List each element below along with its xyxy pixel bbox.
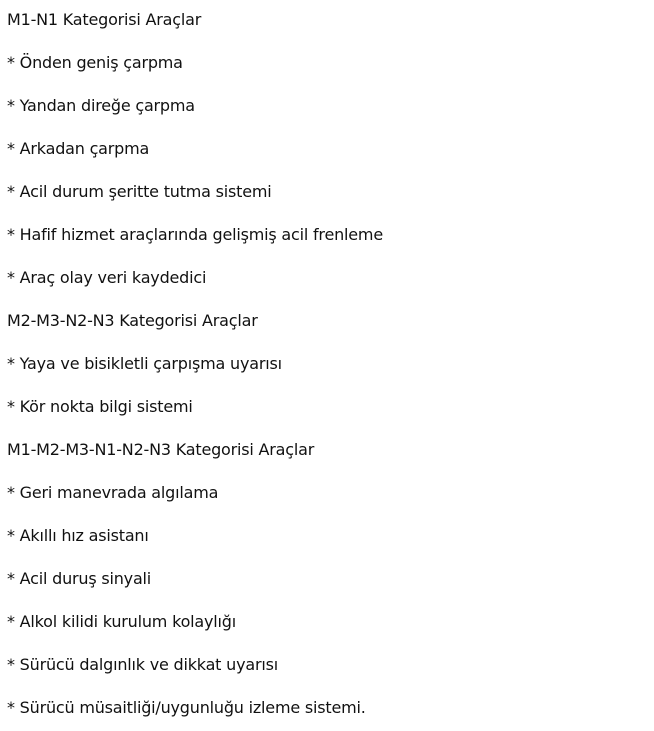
list-item: * Acil duruş sinyali	[7, 569, 152, 588]
list-item: * Kör nokta bilgi sistemi	[7, 397, 193, 416]
list-item: * Sürücü müsaitliği/uygunluğu izleme sistemi.	[7, 698, 366, 717]
list-item: * Akıllı hız asistanı	[7, 526, 149, 545]
section-heading: M1-M2-M3-N1-N2-N3 Kategorisi Araçlar	[7, 440, 315, 459]
list-item: * Acil durum şeritte tutma sistemi	[7, 182, 272, 201]
list-item: * Hafif hizmet araçlarında gelişmiş acil frenleme	[7, 225, 383, 244]
section-heading: M2-M3-N2-N3 Kategorisi Araçlar	[7, 311, 258, 330]
list-item: * Yaya ve bisikletli çarpışma uyarısı	[7, 354, 282, 373]
list-item: * Arkadan çarpma	[7, 139, 150, 158]
list-item: * Önden geniş çarpma	[7, 53, 183, 72]
list-item: * Alkol kilidi kurulum kolaylığı	[7, 612, 236, 631]
list-item: * Araç olay veri kaydedici	[7, 268, 207, 287]
list-item: * Sürücü dalgınlık ve dikkat uyarısı	[7, 655, 278, 674]
document-body	[7, 10, 647, 718]
list-item: * Geri manevrada algılama	[7, 483, 219, 502]
list-item: * Yandan direğe çarpma	[7, 96, 195, 115]
section-heading: M1-N1 Kategorisi Araçlar	[7, 10, 202, 29]
